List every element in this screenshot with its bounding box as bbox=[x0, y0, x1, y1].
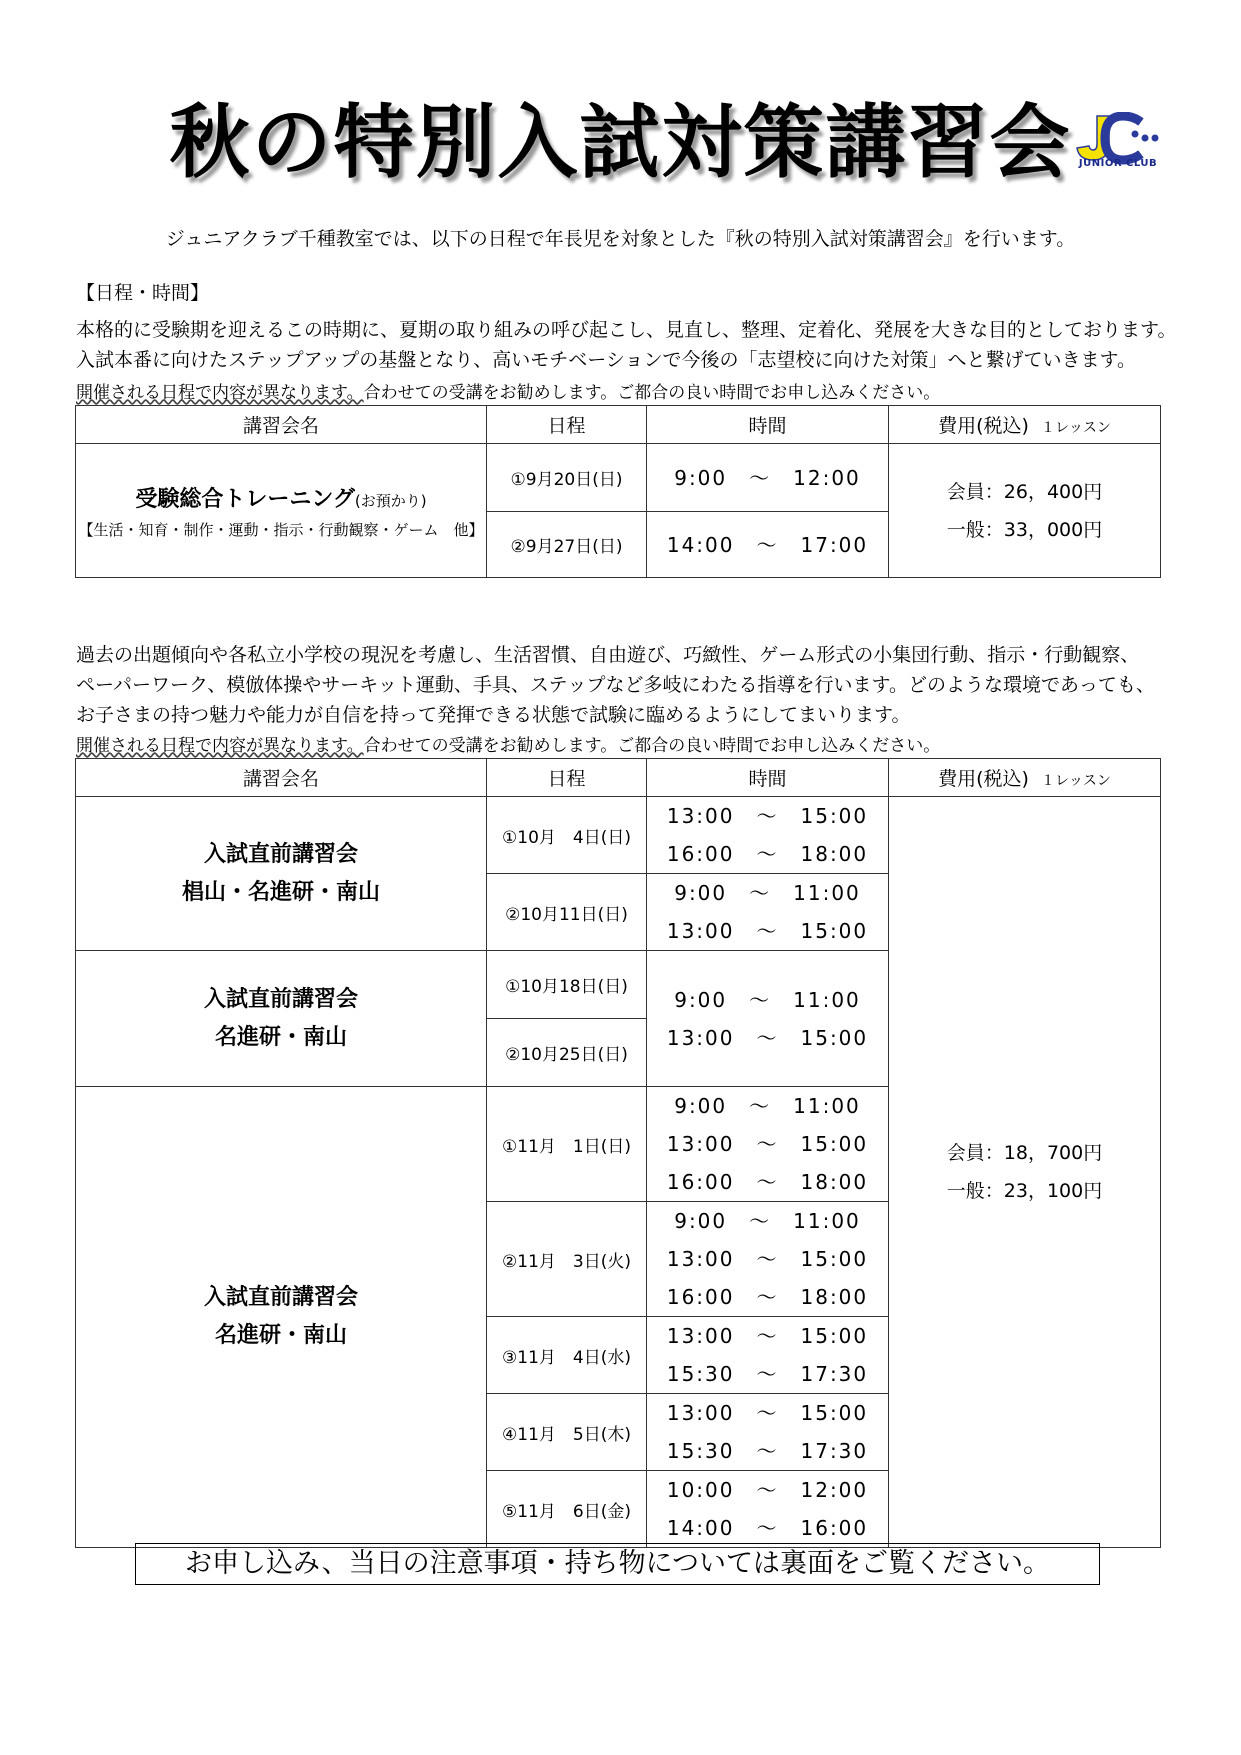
header-date: 日程 bbox=[487, 406, 647, 444]
time-slot: 13:00 ～ 15:00 bbox=[666, 919, 869, 943]
time-slot: 16:00 ～ 18:00 bbox=[666, 1285, 869, 1309]
time-slot: 15:30 ～ 17:30 bbox=[666, 1362, 869, 1386]
fee-member: 会員：26，400円 bbox=[946, 480, 1103, 503]
time-slot: 15:30 ～ 17:30 bbox=[666, 1439, 869, 1463]
footer-notice: お申し込み、当日の注意事項・持ち物については裏面をご覧ください。 bbox=[135, 1543, 1100, 1585]
header-fee-unit: １レッスン bbox=[1041, 773, 1111, 789]
course-name-note: (お預かり) bbox=[354, 492, 427, 510]
date-cell: ②9月27日(日) bbox=[487, 512, 647, 578]
course-schools: 名進研・南山 bbox=[214, 1323, 347, 1348]
section2-line-2: ペーパーワーク、模倣体操やサーキット運動、手具、ステップなど多岐にわたる指導を行います。どのような環境であっても、 bbox=[76, 674, 1155, 696]
section1-note-rest: 合わせての受講をお勧めします。ご都合の良い時間でお申し込みください。 bbox=[363, 383, 941, 403]
time-cell bbox=[647, 797, 889, 874]
fee-cell bbox=[889, 444, 1161, 578]
date-cell: ①11月 1日(日) bbox=[487, 1087, 647, 1202]
header-name: 講習会名 bbox=[76, 759, 487, 797]
course-cell bbox=[76, 444, 487, 578]
time-slot: 13:00 ～ 15:00 bbox=[666, 1401, 869, 1425]
fee-general: 一般：33，000円 bbox=[946, 518, 1103, 541]
intro-text: ジュニアクラブ千種教室では、以下の日程で年長児を対象とした『秋の特別入試対策講習会』を行います。 bbox=[165, 228, 1076, 250]
date-cell: ①9月20日(日) bbox=[487, 444, 647, 512]
header-fee-label: 費用(税込) bbox=[938, 415, 1029, 437]
course-schools: 名進研・南山 bbox=[214, 1024, 347, 1050]
date-cell: ③11月 4日(水) bbox=[487, 1317, 647, 1394]
course-name: 受験総合トレーニング bbox=[135, 487, 355, 512]
fee-general: 一般：23，100円 bbox=[946, 1180, 1103, 1202]
date-cell: ①10月18日(日) bbox=[487, 951, 647, 1019]
time-slot: 13:00 ～ 15:00 bbox=[666, 1324, 869, 1348]
section1-note-underlined: 開催される日程で内容が異なります。 bbox=[76, 383, 364, 403]
course-subtitle: 【生活・知育・制作・運動・指示・行動観察・ゲーム 他】 bbox=[78, 521, 484, 539]
course-cell bbox=[76, 1087, 487, 1548]
course-name: 入試直前講習会 bbox=[203, 841, 358, 867]
time-cell: 14:00 ～ 17:00 bbox=[647, 512, 889, 578]
time-slot: 13:00 ～ 15:00 bbox=[666, 804, 869, 828]
fee-cell bbox=[889, 797, 1161, 1548]
time-cell bbox=[647, 1087, 889, 1202]
section1-heading: 【日程・時間】 bbox=[76, 282, 210, 304]
time-cell bbox=[647, 1394, 889, 1471]
section2-line-3: お子さまの持つ魅力や能力が自信を持って発揮できる状態で試験に臨めるようにしてまいります。 bbox=[76, 704, 911, 726]
header-fee-unit: １レッスン bbox=[1041, 420, 1111, 436]
schedule-table-2 bbox=[75, 758, 1161, 1548]
date-cell: ②11月 3日(火) bbox=[487, 1202, 647, 1317]
header-name: 講習会名 bbox=[76, 406, 487, 444]
section1-note bbox=[76, 378, 940, 403]
header-date: 日程 bbox=[487, 759, 647, 797]
date-cell: ④11月 5日(木) bbox=[487, 1394, 647, 1471]
course-name: 入試直前講習会 bbox=[203, 986, 358, 1012]
time-slot: 9:00 ～ 11:00 bbox=[674, 987, 861, 1012]
schedule-table-1 bbox=[75, 405, 1161, 578]
header-time: 時間 bbox=[647, 406, 889, 444]
fee-member: 会員：18，700円 bbox=[946, 1142, 1103, 1164]
date-cell: ①10月 4日(日) bbox=[487, 797, 647, 874]
time-cell bbox=[647, 1471, 889, 1548]
time-slot: 14:00 ～ 16:00 bbox=[666, 1516, 869, 1540]
time-slot: 9:00 ～ 11:00 bbox=[674, 881, 861, 905]
section2-note bbox=[76, 731, 940, 756]
time-cell bbox=[647, 1317, 889, 1394]
time-slot: 9:00 ～ 11:00 bbox=[674, 1209, 861, 1233]
course-name: 入試直前講習会 bbox=[203, 1285, 358, 1310]
time-slot: 10:00 ～ 12:00 bbox=[666, 1478, 869, 1502]
time-slot: 13:00 ～ 15:00 bbox=[666, 1025, 869, 1050]
header-time: 時間 bbox=[647, 759, 889, 797]
time-slot: 16:00 ～ 18:00 bbox=[666, 842, 869, 866]
time-cell bbox=[647, 951, 889, 1087]
time-slot: 13:00 ～ 15:00 bbox=[666, 1132, 869, 1156]
section2-line-1: 過去の出題傾向や各私立小学校の現況を考慮し、生活習慣、自由遊び、巧緻性、ゲーム形式の小集団行動、指示・行動観察、 bbox=[76, 644, 1140, 666]
time-cell bbox=[647, 1202, 889, 1317]
date-cell: ②10月25日(日) bbox=[487, 1019, 647, 1087]
page-title: 秋の特別入試対策講習会 bbox=[169, 96, 1072, 189]
course-schools: 椙山・名進研・南山 bbox=[181, 879, 380, 905]
header-fee-label: 費用(税込) bbox=[938, 768, 1029, 790]
date-cell: ⑤11月 6日(金) bbox=[487, 1471, 647, 1548]
course-cell bbox=[76, 951, 487, 1087]
date-cell: ②10月11日(日) bbox=[487, 874, 647, 951]
section1-line-2: 入試本番に向けたステップアップの基盤となり、高いモチベーションで今後の「志望校に向けた対策」へと繋げていきます。 bbox=[76, 349, 1137, 371]
course-cell bbox=[76, 797, 487, 951]
section2-note-rest: 合わせての受講をお勧めします。ご都合の良い時間でお申し込みください。 bbox=[363, 736, 941, 756]
time-slot: 9:00 ～ 11:00 bbox=[674, 1094, 861, 1118]
section2-note-underlined: 開催される日程で内容が異なります。 bbox=[76, 736, 364, 756]
time-cell: 9:00 ～ 12:00 bbox=[647, 444, 889, 512]
time-cell bbox=[647, 874, 889, 951]
time-slot: 16:00 ～ 18:00 bbox=[666, 1170, 869, 1194]
time-slot: 13:00 ～ 15:00 bbox=[666, 1247, 869, 1271]
header-fee bbox=[889, 759, 1161, 797]
section1-line-1: 本格的に受験期を迎えるこの時期に、夏期の取り組みの呼び起こし、見直し、整理、定着化、発展を大きな目的としております。 bbox=[76, 319, 1177, 341]
header-fee bbox=[889, 406, 1161, 444]
logo-text: JUNIOR CLUB bbox=[1078, 158, 1158, 169]
